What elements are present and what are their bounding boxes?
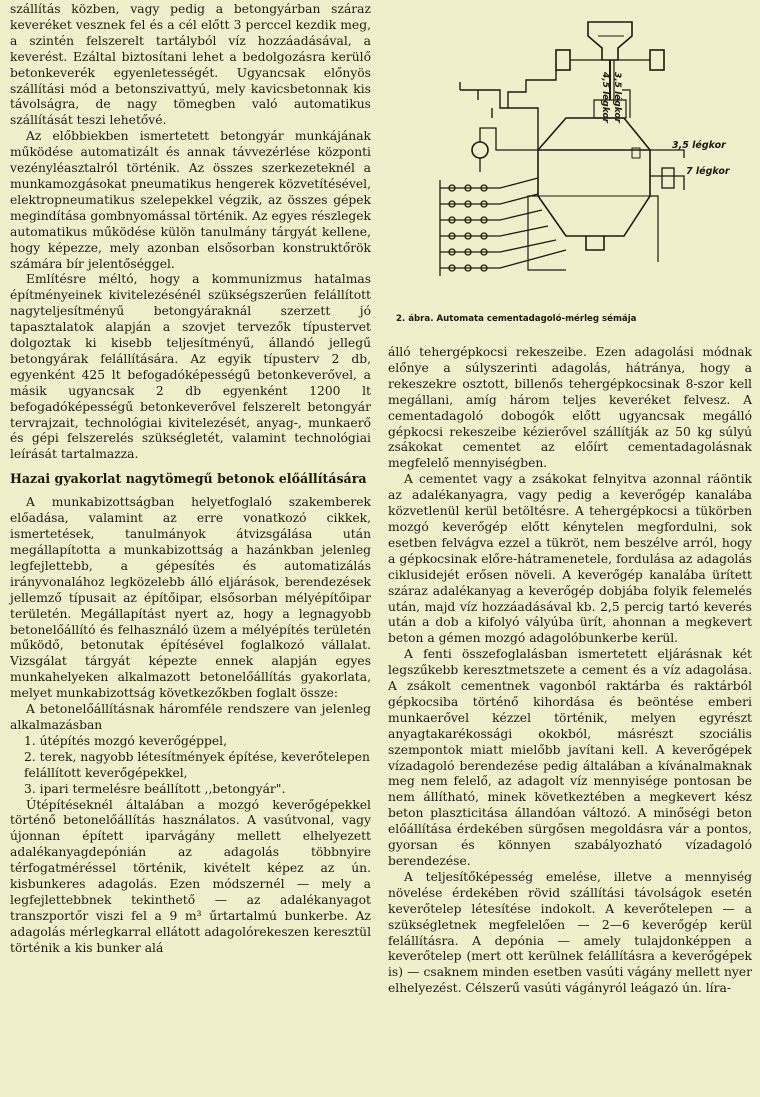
paragraph: A betonelőállításnak háromféle rendszere van jelenleg alkalmazásban bbox=[10, 702, 371, 732]
figure-caption: 2. ábra. Automata cementadagoló-mérleg sémája bbox=[396, 314, 637, 324]
left-column bbox=[10, 2, 371, 957]
paragraph: Útépítéseknél általában a mozgó keverőgépekkel történő betonelőállítás használatos. A vasútvonal, vagy újonnan épített iparvágány mellett elhelyezett adalékanyagdepónián az adagolás többnyire térfogatméréssel történik, kivételt képez az ún. kisbunkeres adagolás. Ezen módszernél — mely a legfejlettebbnek tekinthető — az adalékanyagot transzportőr viszi fel a 9 m³ űrtartalmú bunkerbe. Az adagolás mérlegkarral ellátott adagolórekeszen keresztül történik a kis bunker alá bbox=[10, 797, 371, 955]
paragraph: Az előbbiekben ismertetett betongyár munkájának működése automatizált és annak távvezérlése központi vezényléasztalról történik. Az összes szerkezeteknél a munkamozgásokat pneumatikus hengerek közvetítésével, elektropneumatikus szelepekkel végzik, az összes gépek megindítása gombnyomással történik. Az egyes részlegek automatikus működése külön tanulmány tárgyát kellene, hogy képezze, mely azonban elsősorban konstruktőrök számára bír jelentőséggel. bbox=[10, 129, 371, 271]
paragraph: álló tehergépkocsi rekeszeibe. Ezen adagolási módnak előnye a súlyszerinti adagolás, hátránya, hogy a rekeszekre osztott, billenős tehergépkocsinak 8-szor kell megállani, amíg három teljes keveréket felvesz. A cementadagoló dobogók előtt ugyancsak megálló gépkocsi rekeszeibe kézierővel szállítják az 50 kg súlyú zsákokat cementet az előírt cementadagolásnak megfelelő mennyiségben. bbox=[388, 345, 752, 471]
paragraph: Említésre méltó, hogy a kommunizmus hatalmas építményeinek kivitelezésénél szükségszerűen felállított nagyteljesítményű betongyáraknál szerzett jó tapasztalatok alapján a szovjet tervezők típustervet dolgoztak ki kisebb teljesítményű, állandó jellegű betongyárak felállítására. Az egyik típusterv 2 db, egyenként 425 lt befogadóképességű betonkeverővel, a másik ugyancsak 2 db egyenként 1200 lt befogadóképességű betonkeverővel felszerelt betongyár tervrajzait, technológiai kivitelezését, anyag-, munkaerő és gépi felszerelés szükségletét, valamint technológiai leírását tartalmazza. bbox=[10, 272, 371, 462]
paragraph: A fenti összefoglalásban ismertetett eljárásnak két legszűkebb keresztmetszete a cement és a víz adagolása. A zsákolt cementnek vagonból raktárba és raktárból gépkocsiba történő kihordása és beöntése emberi munkaerővel kézzel történik, melyen egyrészt anyagtakarékossági okokból, másrészt szociális szempontok miatt mielőbb javítani kell. A keverőgépek vízadagoló berendezése pedig általában a kívánalmaknak meg nem felelő, az adagolt víz mennyisége pontosan be nem állítható, minek következtében a megkevert kész beton plaszticitása állandóan változó. A minőségi beton előállítása érdekében sürgősen megoldásra vár a pontos, gyorsan és könnyen szabályozható vízadagoló berendezése. bbox=[388, 647, 752, 868]
diagram-drawing bbox=[388, 0, 752, 312]
list-item: 1. útépítés mozgó keverőgéppel, bbox=[24, 733, 227, 748]
paragraph: A munkabizottságban helyetfoglaló szakemberek előadása, valamint az erre vonatkozó cikkek, ismertetések, tanulmányok átvizsgálása után megállapította a munkabizottság a hazánkban jelenleg legfejlettebb, a gépesítés és automatizálás irányvonalához legközelebb álló eljárások, berendezések jellemző típusait az építőipar, elsősorban mélyépítőipar területén. Megállapítást nyert az, hogy a legnagyobb betonelőállító és felhasználó üzem a mélyépítés területén működő, betonutak építésével foglalkozó vállalat. Vizsgálat tárgyát képezte ennek alapján egyes munkahelyeken alkalmazott betonelőállítás gyakorlata, melyet munkabizottság következőkben foglalt össze: bbox=[10, 495, 371, 701]
silo-body bbox=[538, 150, 650, 236]
cement-dosing-scale-diagram bbox=[388, 0, 752, 340]
section-heading: Hazai gyakorlat nagytömegű betonok előállítására bbox=[10, 471, 367, 487]
list-item: 2. terek, nagyobb létesítmények építése, keverőtelepen felállított keverőgépekkel, bbox=[24, 749, 370, 780]
right-column bbox=[388, 345, 752, 997]
paragraph: szállítás közben, vagy pedig a betongyárban száraz keveréket vesznek fel és a cél előtt 3 perccel kezdik meg, a szintén felszerelt tartályból víz hozzáadásával, a keverést. Ezáltal biztosítani lehet a bedolgozásra kerülő betonkeverék egyenletességét. Ugyancsak előnyös szállítási mód a betonszivattyú, mely kavicsbetonnak kis távolságra, de nagy tömegben való automatikus szállítását teszi lehetővé. bbox=[10, 2, 371, 128]
silo-top bbox=[538, 118, 650, 150]
pressure-label-3-5-vertical: 3,5 légkor bbox=[612, 72, 622, 123]
paragraph: A teljesítőképesség emelése, illetve a mennyiség növelése érdekében rövid szállítási távolságok esetén keverőtelep létesítése indokolt. A keverőtelepen — a szükségletnek megfelelően — 2—6 keverőgép kerül felállításra. A depónia — amely tulajdonképpen a keverőtelep (mert ott kerülnek felállításra a keverőgépek is) — csaknem minden esetben vasúti vágány mellett nyer elhelyezést. Célszerű vasúti vágányról leágazó ún. líra- bbox=[388, 869, 752, 996]
paragraph: A cementet vagy a zsákokat felnyitva azonnal ráöntik az adalékanyagra, vagy pedig a keverőgép kanalába közvetlenül kerül betöltésre. A tehergépkocsi a tükörben mozgó keverőgép előtt kénytelen megfordulni, sok esetben felvágva ezzel a tükröt, nem beszélve arról, hogy a gépkocsinak előre-hátramenetele, fordulása az adagolás ciklusidejét erősen növeli. A keverőgép kanalába ürített száraz adalékanyag a keverőgép dobjába folyik felemelés után, majd víz hozzáadásával kb. 2,5 percig tartó keverés után a dob a kifolyó vályúba ürít, ahonnan a megkevert beton a gémen mozgó adagolóbunkerbe kerül. bbox=[388, 472, 752, 646]
valve-rows bbox=[440, 178, 566, 276]
pressure-label-7: 7 légkor bbox=[686, 166, 730, 177]
pressure-label-4-5: 4,5 légkor bbox=[600, 72, 610, 123]
filter-left bbox=[556, 50, 570, 70]
air-tank bbox=[662, 168, 674, 188]
pressure-gauge bbox=[472, 142, 488, 158]
top-hopper bbox=[588, 22, 632, 60]
pressure-label-3-5: 3,5 légkor bbox=[672, 140, 726, 151]
outlet bbox=[586, 236, 604, 250]
filter-right bbox=[650, 50, 664, 70]
list-item: 3. ipari termelésre beállított ,,betongyár". bbox=[24, 781, 286, 796]
